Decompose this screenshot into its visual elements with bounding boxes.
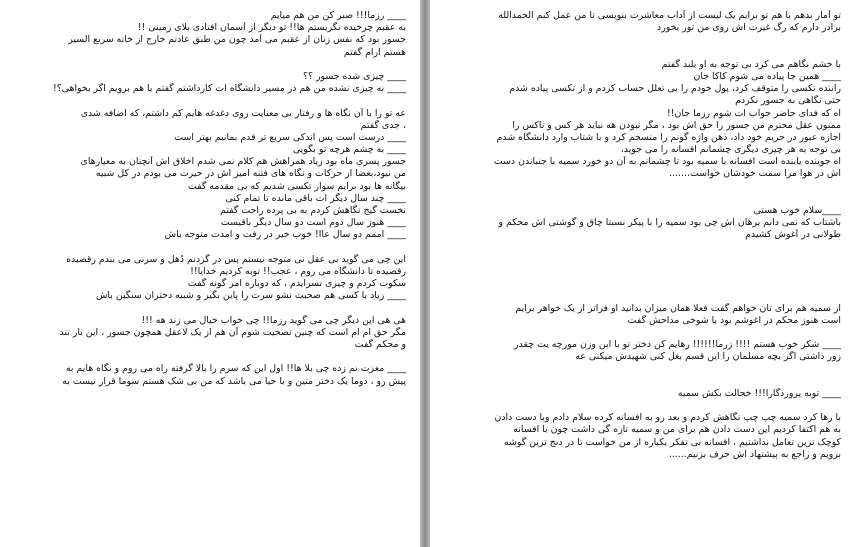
text-line: برادر دارم که رگ غیرت اش روی من تور بخورد: [657, 22, 841, 34]
text-line: من نبود،بعضا از حرکات و نگاه های فتنه امیز اش در حیرت می بودم در کل شبیه: [95, 168, 406, 180]
left-page: [0, 0, 420, 547]
text-line: [14, 95, 406, 107]
text-line: [444, 266, 841, 278]
text-line: جسور پسری ماه بود زیاد همراهش هم کلام نمی شدم اخلاق اش آنچنان به معیارهای: [80, 156, 406, 168]
text-line: تو آمار بدهم با هم تو برایم یک لیست از آداب معاشرت بنویسی تا من عمل کنم الحمدالله: [498, 10, 841, 21]
text-line: [444, 327, 841, 339]
text-line: ، جدی گفتم: [360, 119, 406, 131]
text-line: با خشم نگاهم می کرد بی توجه به او بلند گفتم: [661, 58, 841, 70]
text-line: [444, 193, 841, 205]
text-line: ____ شکر خوب هستم !!!! زرما!!!!!! رهایم کن دختر تو با این وزن مورچه یت چقدر: [514, 339, 841, 351]
text-line: [14, 242, 406, 254]
text-line: [444, 400, 841, 412]
text-line: با رها کرد سمیه چپ چپ نگاهش کردم و بعد رو به افسانه کرده سلام دادم وبا دست دادن: [494, 412, 841, 424]
text-line: عه تو را با آن نگاه ها و رفتار بی معنایت روی دغدغه هایم کم داشتم، که اضافه شدی: [80, 107, 406, 119]
text-line: ____ چیزی شده جسور ؟؟: [303, 70, 406, 82]
text-line: ____ زیاد با کسی هم صحبت نشو سرت را پاین بگیر و شبیه دختران سنگین باش: [95, 290, 406, 302]
text-line: [444, 34, 841, 46]
text-line: [444, 363, 841, 375]
text-line: رقصیده تا دانشگاه می روم ، عجب!! توبه کردیم خدایا!!: [190, 265, 406, 277]
text-line: ____ به چشم هرچه تو بگویی: [292, 144, 406, 156]
text-line: ممنون عقل محترم من جسور را حق اش بود ، مگر نبودن هه نباید هر کس و ناکس را: [512, 119, 841, 131]
text-line: [444, 278, 841, 290]
text-line: ____ توبه پروردگارا!!! خجالت بکش سمیه: [677, 387, 841, 399]
text-line: [444, 242, 841, 254]
text-line: ____سلام خوب هستی: [753, 205, 841, 216]
text-line: اه جوینده یابنده است افسانه با سمیه بود تا چشمانم به آن دو خورد سمیه با جنباندن دست: [493, 156, 841, 168]
text-line: ____ همین جا پیاده می شوم کاکا جان: [693, 70, 841, 82]
text-line: به عقبم چرخیده نگریستم ها!! تو دیگر از آسمان افتادی بلای زمینی !!: [137, 22, 406, 34]
right-page: [430, 0, 855, 547]
text-line: [444, 290, 841, 302]
text-line: اش در هوا مرا سمت خودشان خواست.......: [669, 168, 841, 180]
text-line: ____ مغزت نم زده چی بلا ها!! اول این که سرم را بالا گرفته راه می روم و نگاه هایم به: [65, 363, 406, 375]
text-line: ____ درست است پس اندکی سریع تر قدم بمانیم بهتر است: [174, 131, 406, 143]
left-page-text: [14, 10, 406, 388]
text-line: اه که فدای حاضر جواب ات شوم رزما جان!!: [667, 107, 841, 119]
text-line: حتی نگاهی به جسور نکردم: [735, 95, 841, 107]
text-line: نخست گیج نگاهش کردم به بی پرده راحت گفتم: [220, 205, 406, 216]
text-line: زور داشتی اگر بچه مسلمان را این قسم بغل کنی شهیدش میکنی عه: [575, 351, 841, 363]
text-line: [14, 303, 406, 315]
text-line: ____ نه چیزی نشده من هم در مسیر دانشگاه ات کارداشتم گفتم با هم برویم اگر بخواهی؟!: [52, 83, 406, 95]
text-line: اجازه عبور در حریم خود داد، ذهن واژه گونم را منسجم کرد و با شتاب وارد دانشگاه شدم: [496, 131, 841, 143]
text-line: است هنوز محکم در اغوشم بود با شوخی مداحش گفت: [627, 314, 841, 326]
right-page-text: [444, 10, 841, 461]
text-line: این چی می گوید بی عقل نی متوجه نیستم پس در گردنم دُهل و سرنی می بندم رقصیده: [66, 253, 406, 265]
text-line: سکوت کردم و چیزی نسرایدم ، که دوباره امر گونه گفت: [187, 278, 406, 290]
text-line: و محکم گفت: [354, 339, 406, 351]
text-line: [444, 376, 841, 388]
text-line: ____ رزما!!! صبر کن من هم میایم: [270, 10, 406, 21]
text-line: [14, 351, 406, 363]
text-line: هی هی این دیگر چی می گوید رزما!! چی خواب خیال می زند هه !!!: [141, 314, 406, 326]
text-line: طولانی در آغوش کشیدم: [745, 229, 841, 241]
text-line: بی توجه به هر چیزی دیگری چشمانم افسانه را می جوید،: [620, 144, 841, 156]
text-line: جسور بود که نفس زنان از عقبم می آمد چون من طبق عادتم خارج از خانه سریع السیر: [68, 34, 406, 46]
text-line: راننده تکسی را متوقف کرد، پول خودم را بی تعلل حساب کردم و از تکسی پیاده شدم: [509, 83, 841, 95]
text-line: [444, 47, 841, 59]
text-line: به هم اکتفا کردیم این دست دادن هم برای من و سمیه تازه گی داشت چون با افسانه: [513, 424, 841, 436]
text-line: بیگانه ها بود برایم سوار تکسی شدیم که بی مقدمه گفت: [187, 180, 406, 192]
text-line: [444, 254, 841, 266]
page-gutter: [420, 0, 430, 547]
text-line: ____ اممم دو سال عاا! خوب خیر در رفت و امدت متوجه باش: [164, 229, 406, 241]
text-line: هستم ارام گفتم: [343, 46, 406, 58]
text-line: از سمیه هم برای تان خواهم گفت فعلا همان میزان بدانید او فراتر از یک خواهر برایم: [515, 302, 841, 314]
text-line: باشتاب که نمی دانم برهان اش چی بود سمیه را با پیکر نسبتا چاق و گوشتی اش محکم و: [498, 217, 841, 229]
text-line: [14, 59, 406, 71]
text-line: پیش رو ، دوما یک دختر متین و با حیا می باشد که من بی شک هستم سوما قرار نیست به: [62, 375, 406, 387]
text-line: مگر حق ام ام است که چنین نصحیت شوم آن هم از یک لاعقل همچون جسور ، این بار تند: [59, 326, 406, 338]
text-line: [444, 181, 841, 193]
text-line: ____ هنوز سال دوم است دو سال دیگر باقیست: [220, 217, 406, 229]
text-line: ____ چند سال دیگر ات باقی مانده تا تمام کنی: [225, 192, 406, 204]
text-line: کوچک ترین تعامل نداشتیم ، افسانه بی تفکر یکباره از من خواست تا در دنج ترین گوشه: [503, 436, 841, 448]
text-line: برویم و راجع به پیشنهاد اش حرف بزنیم......: [668, 448, 841, 460]
